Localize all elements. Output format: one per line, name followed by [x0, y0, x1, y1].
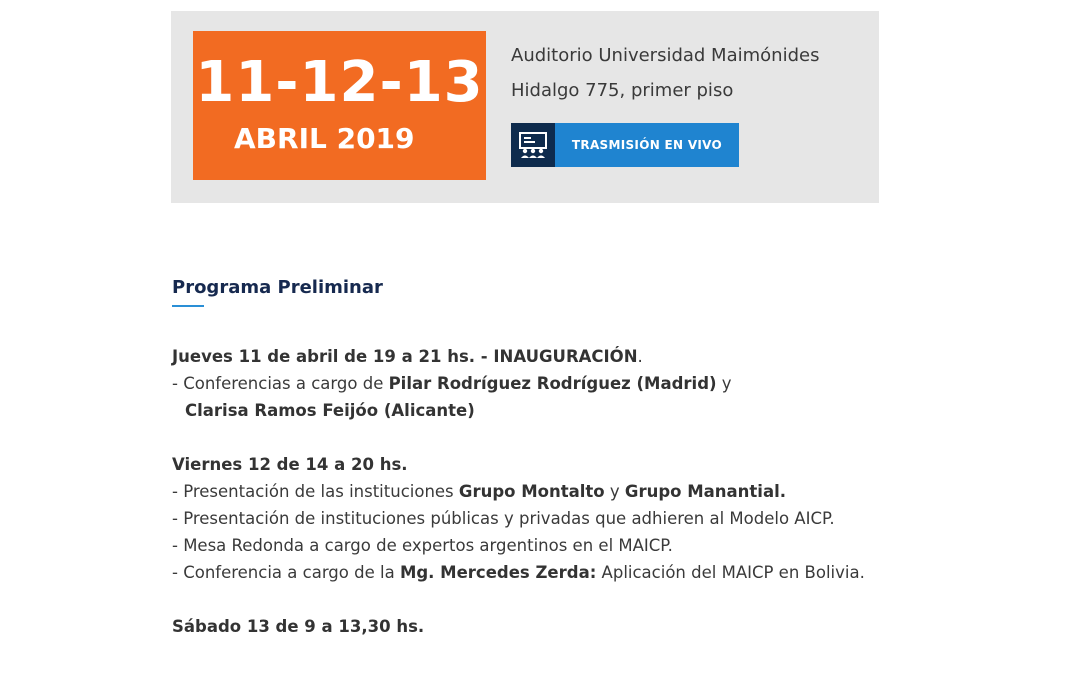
- item-text: - Conferencias a cargo de: [172, 374, 389, 393]
- item-text: y: [716, 374, 732, 393]
- program-title: Programa Preliminar: [172, 277, 383, 298]
- speaker-name: Pilar Rodríguez Rodríguez (Madrid): [388, 374, 717, 393]
- event-month: ABRIL 2019: [234, 122, 415, 155]
- live-stream-label: TRASMISIÓN EN VIVO: [571, 138, 723, 152]
- list-item: [172, 478, 892, 505]
- presentation-audience-icon: [511, 123, 555, 167]
- day-heading: [172, 343, 892, 370]
- venue-address: Hidalgo 775, primer piso: [511, 80, 734, 101]
- day-heading: Viernes 12 de 14 a 20 hs.: [172, 455, 408, 474]
- program-schedule: [172, 343, 892, 667]
- item-text: - Presentación de las instituciones: [172, 482, 459, 501]
- item-text: Aplicación del MAICP en Bolivia.: [596, 563, 865, 582]
- date-badge: [193, 31, 486, 180]
- institution-name: Grupo Montalto: [458, 482, 605, 501]
- day-heading: Sábado 13 de 9 a 13,30 hs.: [172, 617, 425, 636]
- event-header: [171, 11, 879, 203]
- day-thursday: [172, 343, 892, 424]
- list-item: [172, 559, 892, 586]
- venue-name: Auditorio Universidad Maimónides: [511, 45, 820, 66]
- list-item: - Presentación de instituciones públicas y privadas que adhieren al Modelo AICP.: [172, 509, 835, 528]
- item-text: - Conferencia a cargo de la: [172, 563, 400, 582]
- live-stream-button[interactable]: [511, 123, 739, 167]
- speaker-name: Clarisa Ramos Feijóo (Alicante): [185, 401, 475, 420]
- list-item: [172, 370, 892, 424]
- speaker-name: Mg. Mercedes Zerda:: [399, 563, 597, 582]
- day-heading-tail: .: [637, 347, 643, 366]
- item-text: y: [604, 482, 625, 501]
- event-days: 11-12-13: [195, 50, 484, 115]
- title-underline: [172, 305, 204, 307]
- day-heading-text: Jueves 11 de abril de 19 a 21 hs. - INAUGURACIÓN: [172, 347, 638, 366]
- day-saturday: [172, 613, 892, 640]
- list-item: - Mesa Redonda a cargo de expertos argentinos en el MAICP.: [172, 536, 673, 555]
- institution-name: Grupo Manantial.: [624, 482, 787, 501]
- day-friday: [172, 451, 892, 586]
